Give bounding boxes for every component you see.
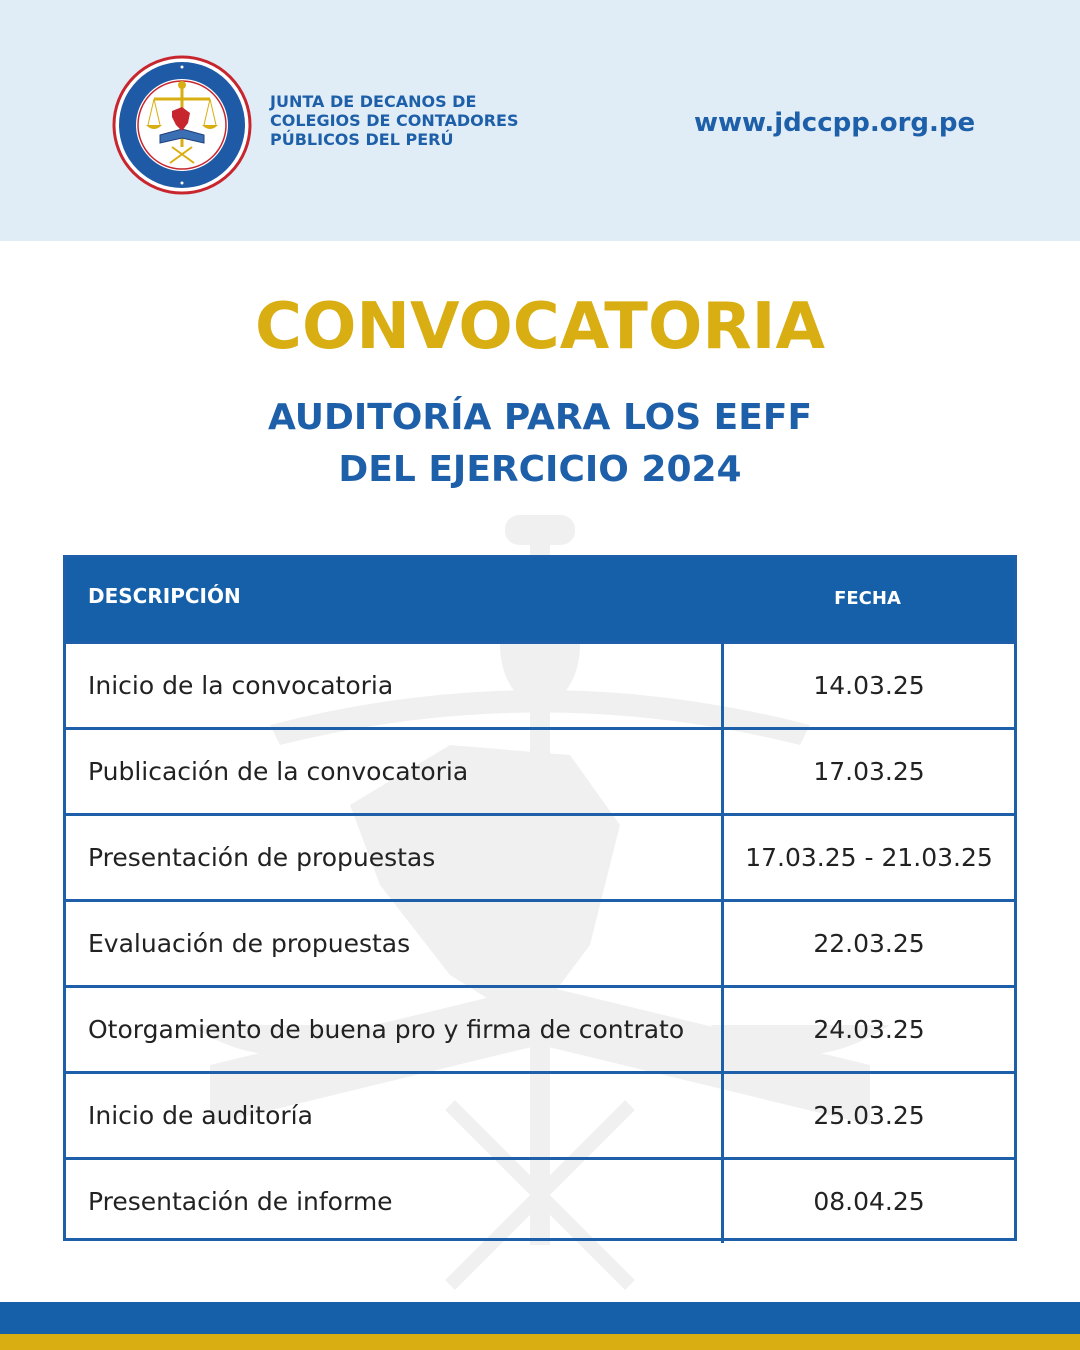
row-description: Publicación de la convocatoria: [88, 757, 469, 786]
institution-logo: [112, 55, 252, 195]
footer-gold-bar: [0, 1334, 1080, 1350]
row-date: 22.03.25: [721, 902, 1014, 985]
column-header-date: FECHA: [834, 588, 901, 609]
row-description: Presentación de propuestas: [88, 843, 436, 872]
table-row: [66, 641, 1014, 727]
row-date: 17.03.25: [721, 730, 1014, 813]
table-row: [66, 1157, 1014, 1243]
schedule-table: [63, 555, 1017, 1241]
row-description: Inicio de la convocatoria: [88, 671, 394, 700]
row-date: 25.03.25: [721, 1074, 1014, 1157]
organization-name: [270, 92, 530, 149]
table-row: [66, 899, 1014, 985]
org-name-line-3: PÚBLICOS DEL PERÚ: [270, 130, 454, 149]
row-date: 14.03.25: [721, 644, 1014, 727]
row-date: 17.03.25 - 21.03.25: [721, 816, 1014, 899]
table-row: [66, 985, 1014, 1071]
subtitle-line-2: DEL EJERCICIO 2024: [338, 449, 742, 490]
table-row: [66, 1071, 1014, 1157]
table-row: [66, 727, 1014, 813]
row-description: Otorgamiento de buena pro y firma de contrato: [88, 1015, 685, 1044]
row-date: 24.03.25: [721, 988, 1014, 1071]
subtitle-line-1: AUDITORÍA PARA LOS EEFF: [267, 397, 813, 438]
table-row: [66, 813, 1014, 899]
page-subtitle: [0, 392, 1080, 496]
page-title: CONVOCATORIA: [255, 290, 825, 364]
seal-icon: [112, 55, 252, 195]
row-date: 08.04.25: [721, 1160, 1014, 1243]
table-header: [66, 558, 1014, 641]
header-band: [0, 0, 1080, 241]
column-header-description: DESCRIPCIÓN: [88, 584, 241, 608]
row-description: Presentación de informe: [88, 1187, 393, 1216]
website-link[interactable]: www.jdccpp.org.pe: [694, 108, 976, 138]
org-name-line-1: JUNTA DE DECANOS DE: [270, 92, 477, 111]
row-description: Evaluación de propuestas: [88, 929, 411, 958]
row-description: Inicio de auditoría: [88, 1101, 313, 1130]
footer-blue-bar: [0, 1302, 1080, 1334]
org-name-line-2: COLEGIOS DE CONTADORES: [270, 111, 519, 130]
